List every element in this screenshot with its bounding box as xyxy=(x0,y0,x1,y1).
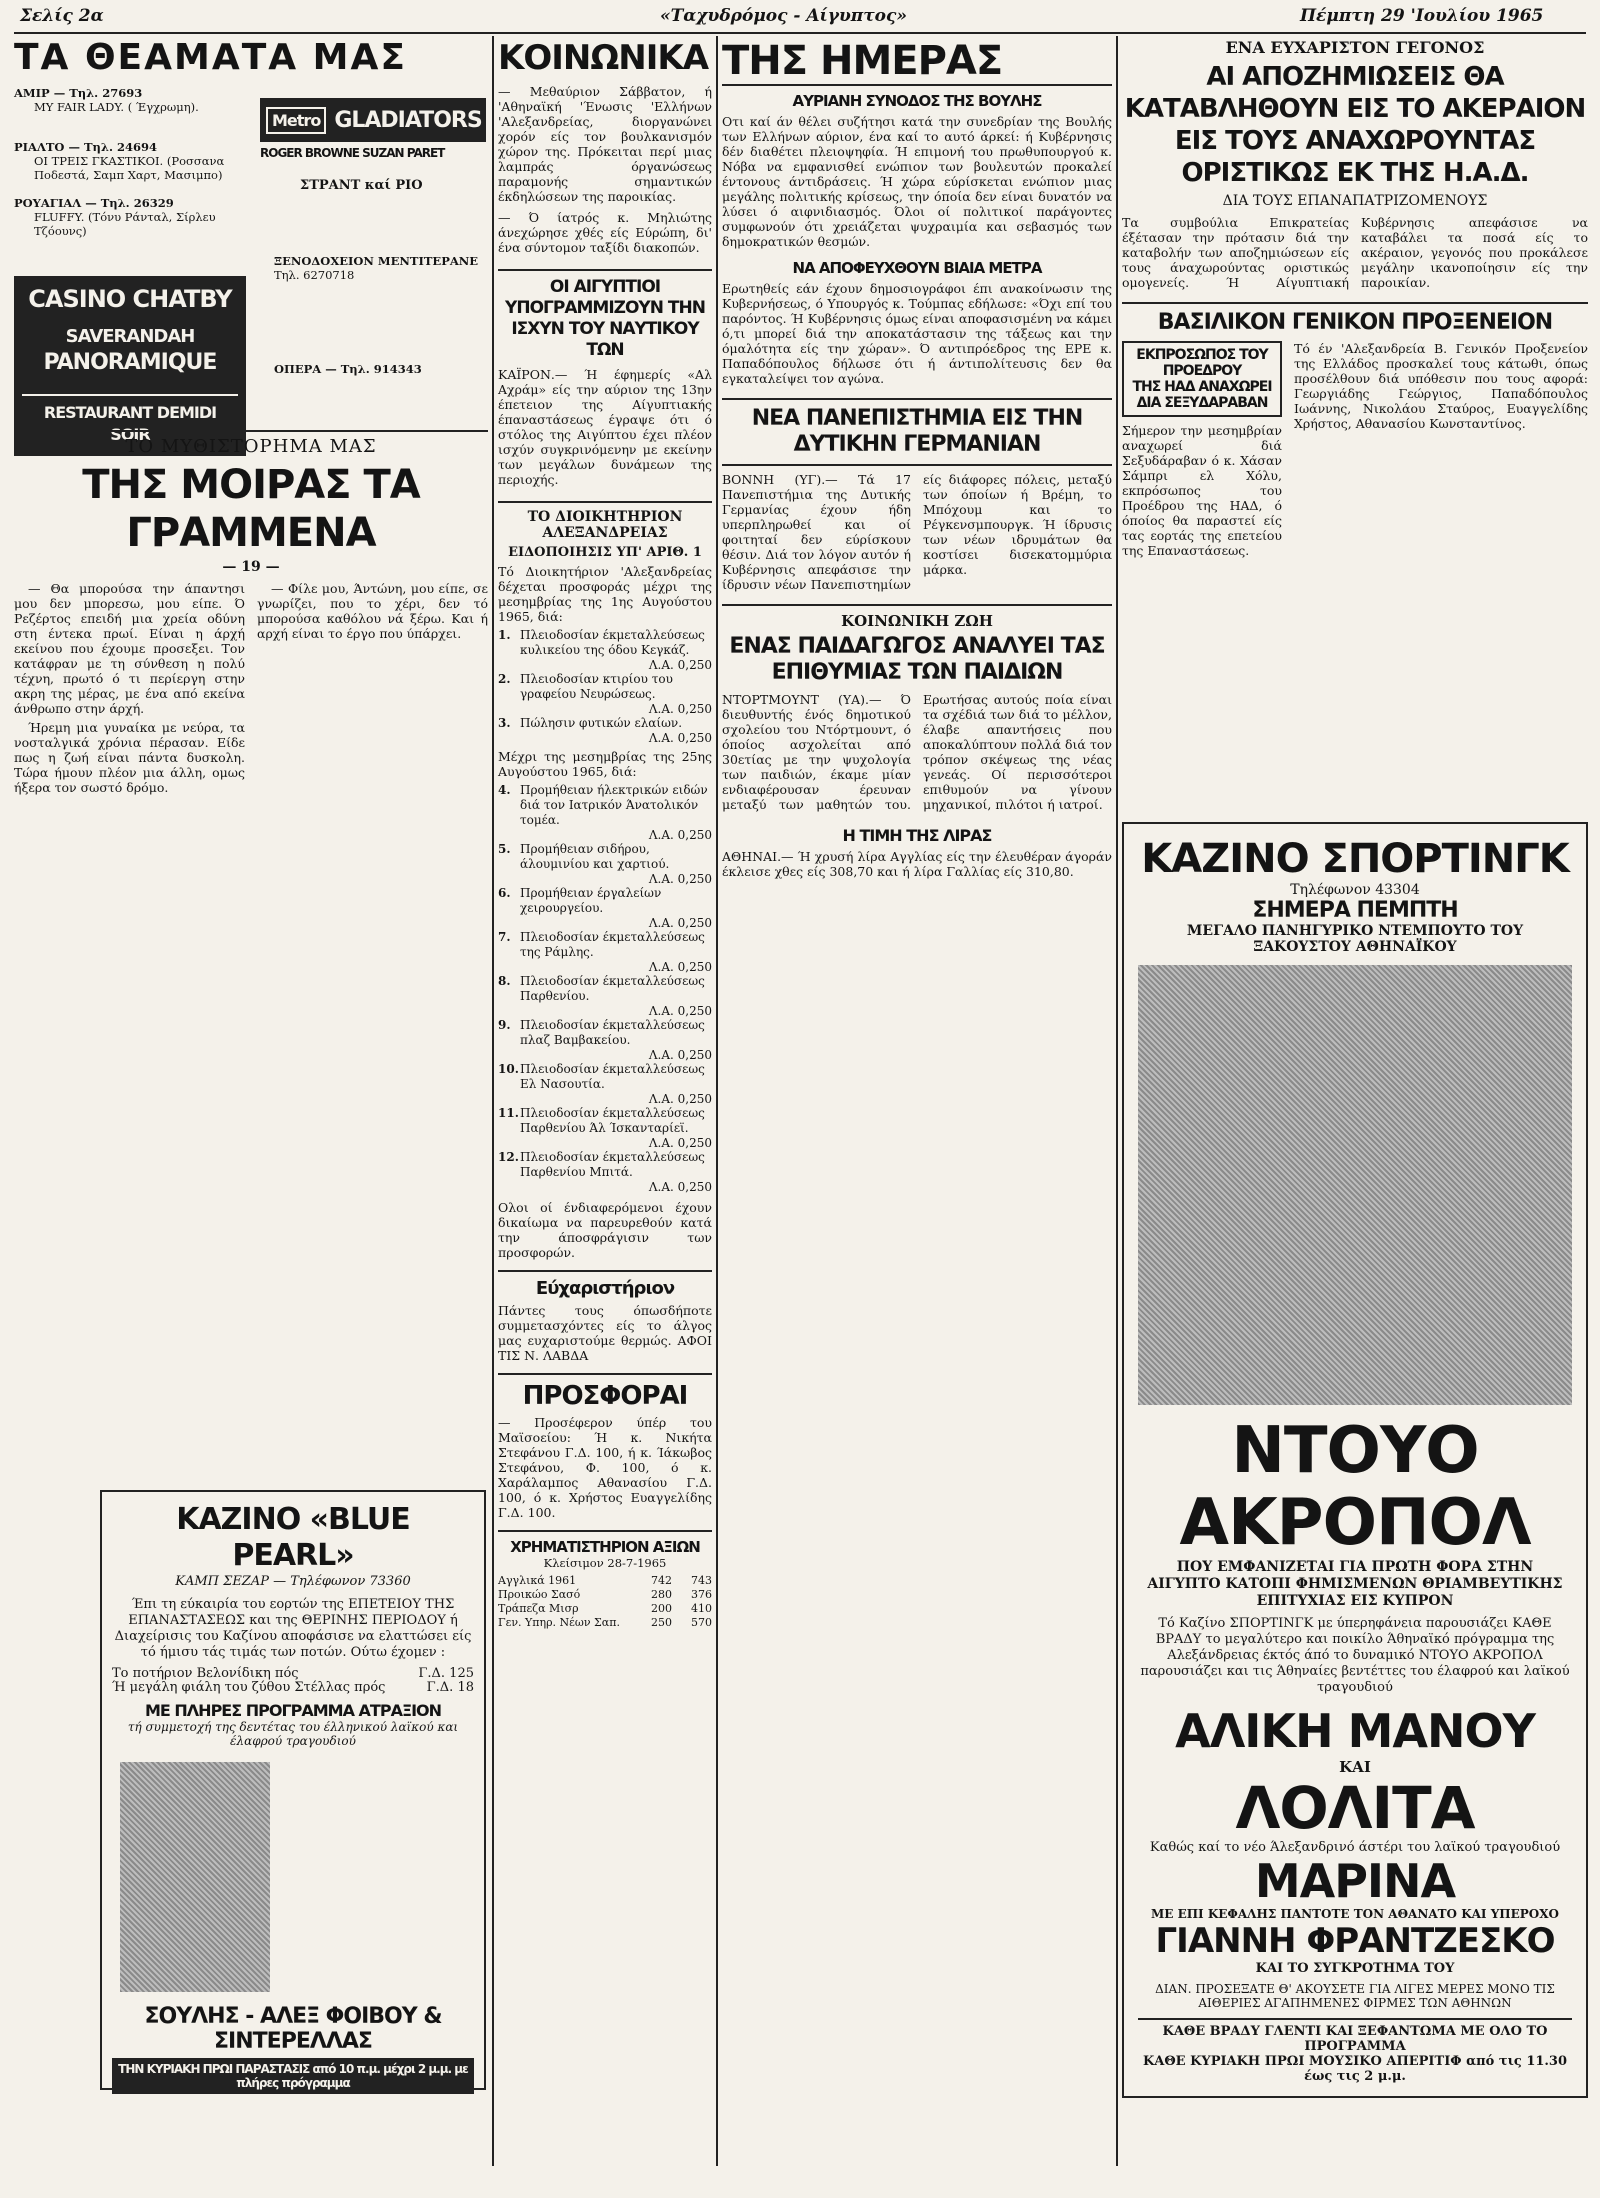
stocks-date: Κλείσιμον 28-7-1965 xyxy=(543,1556,667,1570)
tender-list xyxy=(498,783,712,1194)
hotel-listing xyxy=(274,254,494,376)
paper-name: «Ταχυδρόμος - Αίγυπτος» xyxy=(660,6,907,26)
news-headline: ΑΙ ΑΠΟΖΗΜΙΩΣΕΙΣ ΘΑ ΚΑΤΑΒΛΗΘΟΥΝ ΕΙΣ ΤΟ ΑΚΕΡΑΙΟΝ ΕΙΣ ΤΟΥΣ ΑΝΑΧΩΡΟΥΝΤΑΣ ΟΡΙΣΤΙΚΩΣ ΕΚ ΤΗΣ Η.Α.Δ. xyxy=(1124,62,1586,188)
cinema-name: ΡΟΥΑΓΙΑΛ xyxy=(14,196,82,210)
performers-photo xyxy=(1138,965,1572,1405)
section-heading: ΚΟΙΝΩΝΙΚΑ xyxy=(498,38,709,78)
cinema-listing: ΑΜΙΡ — Τηλ. 27693 MY FAIR LADY. ( Έγχρωμη). ΡΙΑΛΤΟ — Τηλ. 24694 ΟΙ ΤΡΕΙΣ ΓΚΑΣΤΙΚΟΙ. (Ροσσανα Ποδεστά, Σαμπ Χαρτ, Μασιμπο) ΡΟΥΑΓΙΑΛ — Τηλ. 26329 FLUFFY. (Τόνυ Ράνταλ, Σίρλευ Τζόουνς) xyxy=(14,86,254,238)
tender-item xyxy=(498,783,712,828)
performer-photo xyxy=(120,1762,270,1992)
tender-item-number: 2. xyxy=(498,672,511,686)
metro-logo: Metro xyxy=(266,107,326,134)
ad-and: ΚΑΙ xyxy=(1339,1758,1371,1776)
novel-body xyxy=(14,581,488,799)
casino-chatby-ad xyxy=(14,276,246,456)
tender-item xyxy=(498,628,712,658)
novel-paragraph: Ήρεμη μια γυναίκα με νεύρα, τα νοσταλγικά χρόνια πέρασαν. Είδε πως η ζωή είναι πάντα δυσκολη. Τώρα ήμουν πλέον μια άλλη, ομως ήξερα τον σωστό δρόμο. xyxy=(14,720,245,795)
metro-film: GLADIATORS xyxy=(334,107,482,133)
tender-item-label: Πλειοδοσίαν έκμεταλλεύσεως της Ράμλης. xyxy=(520,930,705,959)
stock-name: Γεν. Υπηρ. Νέων Σαπ. xyxy=(498,1616,620,1629)
novel-paragraph: — Θα μπορούσα την άπαντησι μου δεν μπορεσω, μου είπε. Ό Ρεζέρτος επειδή μια χρεία οδύνη στη έντεκα πρωί. Είναι η άρχή εκείνου που έχουμε προσεξει. Τον κατάφραν με τη σύνθεση η πολύ τέχνη, πρωτό ό τι περίεργη στην ακρη της μέρας, με ένα από εκείνα άνθρωπο στην άρχή. xyxy=(14,581,245,716)
cinema-phone: Τηλ. 26329 xyxy=(100,196,174,210)
social-doctor: — Ό ίατρός κ. Μηλιώτης άνεχώρησε χθές είς Εύρώπη, δι' ένα σύντομον ταξίδι διακοπών. xyxy=(498,210,712,255)
tender-item-label: Πλειοδοσίαν έκμεταλλεύσεως κυλικείου της όδου Κεγκάζ. xyxy=(520,628,705,657)
news-headline: ΟΙ ΑΙΓΥΠΤΙΟΙ ΥΠΟΓΡΑΜΜΙΖΟΥΝ ΤΗΝ ΙΣΧΥΝ ΤΟΥ ΝΑΥΤΙΚΟΥ ΤΩΝ xyxy=(498,269,712,361)
tender-item-label: Πλειοδοσίαν έκμεταλλεύσεως Παρθενίου Μπιτά. xyxy=(520,1150,705,1179)
ad-line: SAVERANDAH xyxy=(65,326,195,347)
ad-programme-sub: τή συμμετοχή της δεντέτας του έλληνικού λαϊκού και έλαφρού τραγουδιού xyxy=(127,1720,459,1748)
tender-item-label: Πλειοδοσίαν έκμεταλλεύσεως Ελ Νασουτία. xyxy=(520,1062,705,1091)
singer-name: ΓΙΑΝΝΗ ΦΡΑΝΤΖΕΣΚΟ xyxy=(1155,1921,1555,1961)
news-subheading: ΔΙΑ ΤΟΥΣ ΕΠΑΝΑΠΑΤΡΙΖΟΜΕΝΟΥΣ xyxy=(1222,193,1488,209)
tender-item-price: Λ.Α. 0,250 xyxy=(648,1048,712,1062)
stock-value: 570 xyxy=(691,1616,712,1629)
tender-item-number: 12. xyxy=(498,1150,519,1164)
tender-item-label: Πλειοδοσίαν έκμεταλλεύσεως Παρθενίου. xyxy=(520,974,705,1003)
tender-item xyxy=(498,930,712,960)
box-line: ΕΚΠΡΟΣΩΠΟΣ ΤΟΥ ΠΡΟΕΔΡΟΥ xyxy=(1136,347,1268,379)
stock-value: 250 xyxy=(651,1616,672,1629)
novel-title: ΤΗΣ ΜΟΙΡΑΣ ΤΑ ΓΡΑΜΜΕΝΑ xyxy=(82,462,420,556)
news-body: ΒΟΝΝΗ (ΥΓ).— Τά 17 Πανεπιστήμια της Δυτικής Γερμανίας έχουν ήδη υπερπληρωθεί και οί φοιτηταί δεν εύρίσκουν θέσιν. Διά τον λόγον αυτόν ή Κυβέρνησις απεφάσισε την ίδρυσιν νέων Πανεπιστημίων είς διάφορες πόλεις, μεταξύ των όποίων ή Βρέμη, το Μπόχουμ και το Ρέγκενσμπουργκ. Ή ίδρυσις των νέων ιδρυμάτων θα κοστίσει δισεκατομμύρια μάρκα. xyxy=(722,472,1112,592)
tender-mid: Μέχρι της μεσημβρίας της 25ης Αυγούστου 1965, διά: xyxy=(498,749,712,779)
ad-line: RESTAURANT DEMIDI SOIR xyxy=(22,394,238,446)
social-life-heading: ΚΟΙΝΩΝΙΚΗ ΖΩΗ xyxy=(722,604,1112,630)
cinema-phone: Τηλ. 27693 xyxy=(69,86,143,100)
news-headline: ΝΕΑ ΠΑΝΕΠΙΣΤΗΜΙΑ ΕΙΣ ΤΗΝ ΔΥΤΙΚΗΝ ΓΕΡΜΑΝΙΑΝ xyxy=(722,398,1112,466)
cinema-film: ΟΙ ΤΡΕΙΣ ΓΚΑΣΤΙΚΟΙ. (Ροσσανα Ποδεστά, Σαμπ Χαρτ, Μασιμπο) xyxy=(34,154,225,182)
tender-item-price: Λ.Α. 0,250 xyxy=(648,1136,712,1150)
ad-performers: ΣΟΥΛΗΣ - ΑΛΕΞ ΦΟΙΒΟΥ & ΣΙΝΤΕΡΕΛΛΑΣ xyxy=(144,2004,442,2054)
news-body: ΝΤΟΡΤΜΟΥΝΤ (ΥΑ).— Ό διευθυντής ένός δημοτικού σχολείου του Ντόρτμουντ, ό όποίος ασχολείται από 30ετίας με την ψυχολογία των παιδιών, έκαμε μίαν ενδιαφέρουσαν έρευναν μεταξύ των μαθητών του. Ερωτήσας αυτούς ποία είναι τα σχέδιά των διά το μέλλον, έλαβε απαντήσεις που αποκαλύπτουν πολλά διά τον τρόπον σκέψεως της νέας γενεάς. Οί περισσότεροι επιθυμούν να γίνουν μηχανικοί, πιλότοι ή ιατροί. xyxy=(722,692,1112,812)
tender-item-label: Προμήθειαν έργαλείων χειρουργείου. xyxy=(520,886,662,915)
tender-item-number: 5. xyxy=(498,842,511,856)
hotel-phone: Τηλ. 6270718 xyxy=(274,268,355,282)
ad-footer: ΚΑΘΕ ΒΡΑΔΥ ΓΛΕΝΤΙ ΚΑΙ ΞΕΦΑΝΤΩΜΑ ΜΕ ΟΛΟ ΤΟ ΠΡΟΓΡΑΜΜΑ xyxy=(1138,2018,1572,2054)
tender-item-price: Λ.Α. 0,250 xyxy=(648,702,712,716)
ad-phone: Τηλέφωνον 43304 xyxy=(1290,882,1420,898)
stock-value: 200 xyxy=(651,1602,672,1615)
theatre-listings xyxy=(14,37,488,444)
pound-price-heading: Η ΤΙΜΗ ΤΗΣ ΛΙΡΑΣ xyxy=(842,826,992,845)
tender-item-price: Λ.Α. 0,250 xyxy=(648,1004,712,1018)
tender-list xyxy=(498,628,712,745)
novel-section xyxy=(14,430,488,799)
ad-line: PANORAMIQUE xyxy=(43,350,217,375)
tender-item-price: Λ.Α. 0,250 xyxy=(648,960,712,974)
tender-item-price: Λ.Α. 0,250 xyxy=(648,658,712,672)
price-value: Γ.Δ. 18 xyxy=(426,1680,474,1695)
ad-subtitle: ΚΑΜΠ ΣΕΖΑΡ — Τηλέφωνον 73360 xyxy=(175,1574,411,1589)
news-body: Οτι καί άν θέλει συζήτησι κατά την συνεδρίαν της Βουλής των Ελλήνων αύριον, ένα καί το αυτό άρκεί: ή Κυβέρνησις δέν διαθέτει πλειοψηφία. Ή επιμονή του πρωθυπουργού κ. Νόβα να εμφανισθεί ενώπιον των βουλευτών προκαλεί έντονους άντιδράσεις. Ή χώρα εύρίσκεται ενώπιον μιας μεγάλης πολιτικής κρίσεως, την όποία δεν είναι δυνατόν να λύσει ό αιφνιδιασμός. Όλοι οί πολιτικοί παράγοντες συμφωνούν ότι χρειάζεται ψυχραιμία και σεβασμός των δημοκρατικών θεσμών. xyxy=(722,114,1112,249)
tender-item-price: Λ.Α. 0,250 xyxy=(648,828,712,842)
stock-name: Τράπεζα Μισρ xyxy=(498,1602,579,1615)
price-value: Γ.Δ. 125 xyxy=(418,1666,474,1681)
tender-item-price: Λ.Α. 0,250 xyxy=(648,916,712,930)
stocks-heading: ΧΡΗΜΑΤΙΣΤΗΡΙΟΝ ΑΞΙΩΝ xyxy=(498,1530,712,1556)
stock-name: Προικώο Σασό xyxy=(498,1588,581,1601)
price-row xyxy=(112,1681,474,1695)
stock-name: Αγγλικά 1961 xyxy=(498,1574,577,1587)
ad-footer: ΤΗΝ ΚΥΡΙΑΚΗ ΠΡΩΙ ΠΑΡΑΣΤΑΣΙΣ από 10 π.μ. μέχρι 2 μ.μ. με πλήρες πρόγραμμα xyxy=(112,2058,474,2094)
cinema-film: MY FAIR LADY. ( Έγχρωμη). xyxy=(34,100,199,114)
tender-item-label: Προμήθειαν σιδήρου, άλουμινίου και χαρτιού. xyxy=(520,842,670,871)
tender-item xyxy=(498,886,712,916)
tender-item-label: Προμήθειαν ήλεκτρικών ειδών διά τον Ιατρικόν Άνατολικόν τομέα. xyxy=(520,783,708,827)
price-row xyxy=(112,1667,474,1681)
tender-intro: Τό Διοικητήριον 'Αλεξανδρείας δέχεται προσφοράς μέχρι της μεσημβρίας της 1ης Αυγούστου 1965, διά: xyxy=(498,564,712,624)
metro-ad xyxy=(260,98,486,193)
ad-head-line: ΜΕ ΕΠΙ ΚΕΦΑΛΗΣ ΠΑΝΤΟΤΕ ΤΟΝ ΑΘΑΝΑΤΟ ΚΑΙ ΥΠΕΡΟΧΟ xyxy=(1150,1907,1560,1921)
box-line: ΔΙΑ ΣΕΞΥΔΑΡΑΒΑΝ xyxy=(1136,395,1268,411)
tender-heading: ΤΟ ΔΙΟΙΚΗΤΗΡΙΟΝ ΑΛΕΞΑΝΔΡΕΙΑΣ xyxy=(498,501,712,541)
singer-name: ΑΛΙΚΗ ΜΑΝΟΥ xyxy=(1175,1704,1535,1758)
tender-item-price: Λ.Α. 0,250 xyxy=(648,731,712,745)
tender-item-number: 7. xyxy=(498,930,511,944)
stock-row xyxy=(498,1588,712,1602)
opera-listing: ΟΠΕΡΑ — Τηλ. 914343 xyxy=(274,362,422,376)
tender-item-number: 6. xyxy=(498,886,511,900)
tender-item-price: Λ.Α. 0,250 xyxy=(648,872,712,886)
tender-item xyxy=(498,672,712,702)
tender-item xyxy=(498,716,712,731)
stock-value: 743 xyxy=(691,1574,712,1587)
consulate-column xyxy=(1122,38,1588,558)
tender-item-label: Πλειοδοσίαν έκμεταλλεύσεως πλαζ Βαμβακείου. xyxy=(520,1018,705,1047)
stock-row xyxy=(498,1616,712,1630)
news-body: ΚΑΪΡΟΝ.— Ή έφημερίς «Αλ Αχράμ» είς την αύριον της 13ην έπετειον της Αίγυπτιακής έπαναστάσεως έγραψε ότι ό στόλος της Αιγύπτου έχει πλέον ισχύν συγκρινόμενην με εκείνην των μεγάλων δυνάμεων της περιοχής. xyxy=(498,367,712,487)
hotel-name: ΞΕΝΟΔΟΧΕΙΟΝ ΜΕΝΤΙΤΕΡΑΝΕ xyxy=(274,254,479,268)
social-text: — Μεθαύριον Σάββατον, ή 'Αθηναϊκή 'Ένωσις 'Ελλήνων 'Αλεξανδρείας, διοργανώνει χορόν είς τον βουλκανισμόν χώρον της. Πρόκειται περί μιας λαμπράς όργανώσεως παραμονής σημαντικών έκδηλώσεων της παροικίας. xyxy=(498,84,712,204)
issue-date: Πέμπτη 29 'Ιουλίου 1965 xyxy=(1300,6,1544,26)
tender-item-label: Πώλησιν φυτικών ελαίων. xyxy=(520,716,683,730)
ad-programme: ΜΕ ΠΛΗΡΕΣ ΠΡΟΓΡΑΜΜΑ ΑΤΡΑΞΙΟΝ xyxy=(144,1701,442,1720)
pound-price-body: ΑΘΗΝΑΙ.— Ή χρυσή λίρα Αγγλίας είς την έλευθέραν άγοράν έκλεισε χθες είς 308,70 και ή λίρα Γαλλίας είς 310,80. xyxy=(722,849,1112,879)
stock-value: 410 xyxy=(691,1602,712,1615)
news-body: Σήμερον την μεσημβρίαν αναχωρεί διά Σεξυδάραβαν ό κ. Χάσαν Σάμπρι ελ Χόλυ, εκπρόσωπος του Προέδρου της ΗΑΔ, ό όποίος θα παραστεί είς τας εορτάς της επετείου της Επαναστάσεως. xyxy=(1122,423,1282,558)
tender-item xyxy=(498,842,712,872)
column-divider xyxy=(1116,36,1118,2166)
section-heading: ΤΑ ΘΕΑΜΑΤΑ ΜΑΣ xyxy=(14,37,407,78)
section-heading: ΤΗΣ ΗΜΕΡΑΣ xyxy=(722,38,1112,86)
tender-item-label: Πλειοδοσίαν κτιρίου του γραφείου Νευρώσεως. xyxy=(520,672,673,701)
tender-item-number: 9. xyxy=(498,1018,511,1032)
tender-item xyxy=(498,1062,712,1092)
page-number: Σελίς 2α xyxy=(20,6,104,26)
novel-paragraph: — Φίλε μου, Άντώνη, μου είπε, σε γνωρίζει, που το χέρι, δεν τό μπορούσα καθόλου νά ξέρω. Και ή αρχή είναι το έργο που ύπάρχει. xyxy=(257,581,488,641)
tender-item-price: Λ.Α. 0,250 xyxy=(648,1092,712,1106)
stock-value: 280 xyxy=(651,1588,672,1601)
tender-item-number: 11. xyxy=(498,1106,519,1120)
sporting-casino-ad xyxy=(1122,822,1588,2098)
day-news-column xyxy=(722,38,1112,879)
ad-line: CASINO CHATBY xyxy=(28,285,232,313)
section-heading: ΕΝΑ ΕΥΧΑΡΙΣΤΟΝ ΓΕΓΟΝΟΣ xyxy=(1225,38,1485,57)
ad-footer: ΚΑΘΕ ΚΥΡΙΑΚΗ ΠΡΩΙ ΜΟΥΣΙΚΟ ΑΠΕΡΙΤΙΦ από τις 11.30 έως τις 2 μ.μ. xyxy=(1142,2054,1568,2084)
tender-item-number: 1. xyxy=(498,628,511,642)
tender-item xyxy=(498,974,712,1004)
ad-title: ΚΑΖΙΝΟ ΣΠΟΡΤΙΝΓΚ xyxy=(1141,836,1569,882)
news-body: Τό έν 'Αλεξανδρεία Β. Γενικόν Προξενείον της Ελλάδος προσκαλεί τους κάτωθι, όπως προσέλθουν διά υπόθεσιν που τους αφορά: Γεωργιάδης Γεώργιος, Παπαδόπουλος Ιωάννης, Νικολάου Σταύρος, Ευαγγελίδης Χρήστος, Αθανασίου Κωνσταντίνος. xyxy=(1294,341,1588,431)
news-headline: ΒΑΣΙΛΙΚΟΝ ΓΕΝΙΚΟΝ ΠΡΟΞΕΝΕΙΟΝ xyxy=(1122,302,1588,335)
novel-part: — 19 — xyxy=(222,559,280,575)
ad-description: Τό Καζίνο ΣΠΟΡΤΙΝΓΚ με ύπερηφάνεια παρουσιάζει ΚΑΘΕ ΒΡΑΔΥ το μεγαλύτερο και ποικίλο Άθηναϊκό πρόγραμμα της Αλεξάνδρειας έκτός άπό το δυναμικό ΝΤΟΥΟ ΑΚΡΟΠΟΛ παρουσιάζει και τις Άθηναίες βεντέττες του έλαφρού και λαϊκού τραγουδιού xyxy=(1140,1616,1570,1695)
ad-today: ΣΗΜΕΡΑ ΠΕΜΠΤΗ xyxy=(1252,898,1458,923)
thanks-body: Πάντες τους όπωσδήποτε συμμετασχόντες είς το άλγος μας ευχαριστούμε θερμώς. ΑΦΟΙ ΤΙΣ Ν. ΛΑΒΔΑ xyxy=(498,1303,712,1363)
blue-pearl-ad xyxy=(100,1490,486,2090)
news-body: Ερωτηθείς εάν έχουν δημοσιογράφοι έπι ανακοίνωσιν της Κυβερνήσεως, ό Υπουργός κ. Τούμπας εδήλωσε: «Όχι επί του παρόντος. Ή Κυβέρνησις όμως είναι αποφασισμένη να κάμει ό,τι μπορεί διά την αποκατάστασιν της τάξεως και την όμαλότητα είς την χώραν». Ό αντιπρόεδρος της ΕΡΕ κ. Παπαδόπουλος δήλωσε ότι ή άντιπολίτευσις δεν θα εγκαταλείψει τον αγώνα. xyxy=(722,281,1112,386)
offers-heading: ΠΡΟΣΦΟΡΑΙ xyxy=(498,1373,712,1411)
news-subheading: ΝΑ ΑΠΟΦΕΥΧΘΟΥΝ ΒΙΑΙΑ ΜΕΤΡΑ xyxy=(792,259,1042,277)
stocks-table xyxy=(498,1574,712,1630)
column-divider xyxy=(716,36,718,2166)
tender-item-number: 10. xyxy=(498,1062,519,1076)
masthead xyxy=(0,0,1600,30)
metro-stars: ROGER BROWNE SUZAN PARET xyxy=(260,146,445,160)
tender-item-number: 8. xyxy=(498,974,511,988)
tender-item-price: Λ.Α. 0,250 xyxy=(648,1180,712,1194)
singer-name: ΜΑΡΙΝΑ xyxy=(1254,1854,1456,1908)
social-column xyxy=(498,38,712,1630)
boxed-headline xyxy=(1122,341,1282,417)
tender-item-number: 3. xyxy=(498,716,511,730)
cinema-film: FLUFFY. (Τόνυ Ράνταλ, Σίρλευ Τζόουνς) xyxy=(34,210,216,238)
news-subheading: ΑΥΡΙΑΝΗ ΣΥΝΟΔΟΣ ΤΗΣ ΒΟΥΛΗΣ xyxy=(792,92,1042,110)
price-item: Το ποτήριον Βελονίδικη πός xyxy=(112,1666,299,1681)
tender-item-number: 4. xyxy=(498,783,511,797)
news-body: Τα συμβούλια Επικρατείας έξέτασαν την πρότασιν διά την καταβολήν των αποζημιώσεων είς τους άναχωρούντας οριστικώς ομογενείς. Ή Αίγυπτιακή Κυβέρνησις απεφάσισε να καταβάλει τα ποσά είς το ακέραιον, γεγονός που προκάλεσε μεγάλην ικανοποίησιν είς την παροικίαν. xyxy=(1122,215,1588,290)
offers-body: — Προσέφερον ύπέρ του Μαϊσοείου: Ή κ. Νικήτα Στεφάνου Γ.Δ. 100, ή κ. Ίάκωβος Στεφάνου, Φ. 100, ό κ. Χαράλαμπος Αθανασίου Γ.Δ. 100, ό κ. Χρήστος Ευαγγελίδης Γ.Δ. 100. xyxy=(498,1415,712,1520)
ad-band: ΚΑΙ ΤΟ ΣΥΓΚΡΟΤΗΜΑ ΤΟΥ xyxy=(1255,1961,1455,1976)
tender-item xyxy=(498,1150,712,1180)
cinema-name: ΑΜΙΡ xyxy=(14,86,50,100)
masthead-rule xyxy=(14,32,1586,34)
ad-and-line: Καθώς καί το νέο Άλεξανδρινό άστέρι του λαϊκού τραγουδιού xyxy=(1149,1840,1561,1855)
stock-value: 742 xyxy=(651,1574,672,1587)
news-headline: ΕΝΑΣ ΠΑΙΔΑΓΩΓΟΣ ΑΝΑΛΥΕΙ ΤΑΣ ΕΠΙΘΥΜΙΑΣ ΤΩΝ ΠΑΙΔΙΩΝ xyxy=(729,634,1105,685)
ad-title: ΚΑΖΙΝΟ «BLUE PEARL» xyxy=(176,1502,410,1573)
thanks-heading: Εύχαριστήριον xyxy=(498,1270,712,1299)
cinema-name: ΡΙΑΛΤΟ xyxy=(14,140,65,154)
tender-item-label: Πλειοδοσίαν έκμεταλλεύσεως Παρθενίου Άλ Ίσκανταρίεϊ. xyxy=(520,1106,705,1135)
tender-outro: Ολοι οί ένδιαφερόμενοι έχουν δικαίωμα να παρευρεθούν κατά την άποσφράγισιν των προσφορών. xyxy=(498,1200,712,1260)
ad-body: Έπι τη εύκαιρία του εορτών της ΕΠΕΤΕΙΟΥ ΤΗΣ ΕΠΑΝΑΣΤΑΣΕΩΣ και της ΘΕΡΙΝΗΣ ΠΕΡΙΟΔΟΥ ή Διαχείρισις του Καζίνου αποφάσισε να ελαττώσει είς τό ήμισυ τάς τιμάς των ποτών. Ούτω έχομεν : xyxy=(114,1597,472,1660)
singer-name: ΛΟΛΙΤΑ xyxy=(1235,1774,1475,1842)
tender-subheading: ΕΙΔΟΠΟΙΗΣΙΣ ΥΠ' ΑΡΙΘ. 1 xyxy=(508,545,702,560)
ad-event: ΜΕΓΑΛΟ ΠΑΝΗΓΥΡΙΚΟ ΝΤΕΜΠΟΥΤΟ ΤΟΥ ΞΑΚΟΥΣΤΟΥ ΑΘΗΝΑΪΚΟΥ xyxy=(1186,923,1524,955)
stock-row xyxy=(498,1602,712,1616)
ad-description: ΠΟΥ ΕΜΦΑΝΙΖΕΤΑΙ ΓΙΑ ΠΡΩΤΗ ΦΟΡΑ ΣΤΗΝ ΑΙΓΥΠΤΟ ΚΑΤΟΠΙ ΦΗΜΙΣΜΕΝΩΝ ΘΡΙΑΜΒΕΥΤΙΚΗΣ ΕΠΙΤΥΧΙΑΣ ΕΙΣ ΚΥΠΡΟΝ xyxy=(1147,1559,1563,1609)
price-item: Ή μεγάλη φιάλη του ζύθου Στέλλας πρός xyxy=(112,1680,386,1695)
stock-value: 376 xyxy=(691,1588,712,1601)
cinema-phone: Τηλ. 24694 xyxy=(83,140,157,154)
stock-row xyxy=(498,1574,712,1588)
ad-note: ΔΙΑΝ. ΠΡΟΣΕΞΑΤΕ Θ' ΑΚΟΥΣΕΤΕ ΓΙΑ ΛΙΓΕΣ ΜΕΡΕΣ ΜΟΝΟ ΤΙΣ ΑΙΘΕΡΙΕΣ ΑΓΑΠΗΜΕΝΕΣ ΦΙΡΜΕΣ ΤΩΝ ΑΘΗΝΩΝ xyxy=(1155,1982,1555,2010)
tender-item xyxy=(498,1106,712,1136)
novel-kicker: ΤΟ ΜΥΘΙΣΤΟΡΗΜΑ ΜΑΣ xyxy=(14,430,488,457)
strand-listing: ΣΤΡΑΝΤ καί ΡΙΟ xyxy=(300,178,423,193)
ad-duo: ΝΤΟΥΟ ΑΚΡΟΠΟΛ xyxy=(1179,1414,1531,1560)
tender-item xyxy=(498,1018,712,1048)
box-line: ΤΗΣ ΗΑΔ ΑΝΑΧΩΡΕΙ xyxy=(1132,379,1272,395)
